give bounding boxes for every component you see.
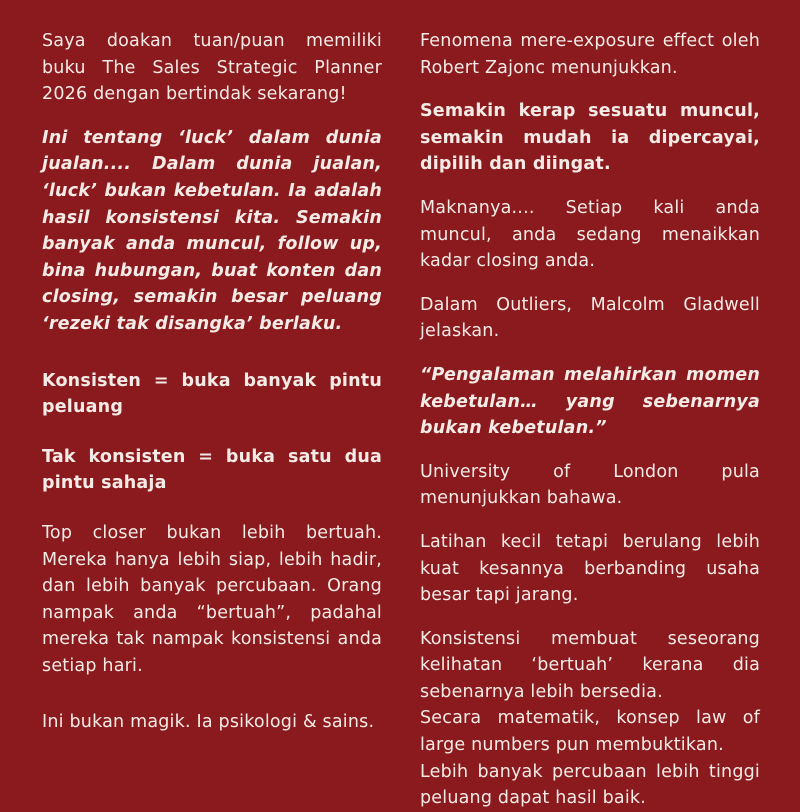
left-paragraph-magik: Ini bukan magik. Ia psikologi & sains. (42, 712, 375, 733)
right-column (420, 28, 760, 809)
spacer-left-4 (42, 696, 382, 709)
left-heading-konsisten: Konsisten = buka banyak pintu peluang (42, 370, 382, 418)
right-paragraph-university-london: University of London pula menunjukkan bahawa. (420, 461, 760, 509)
right-paragraph-semakin-kerap: Semakin kerap sesuatu muncul, semakin mudah ia dipercayai, dipilih dan diingat. (420, 101, 760, 175)
left-paragraph-2-luck: Ini tentang ‘luck’ dalam dunia jualan.... Dalam dunia jualan, ‘luck’ bukan kebetulan. Ia adalah hasil konsistensi kita. Semakin banyak anda muncul, follow up, bina hubungan, buat konten dan closing, semakin besar peluang ‘rezeki tak disangka’ berlaku. (42, 127, 382, 334)
spacer-left-1 (42, 355, 382, 368)
right-paragraph-outliers: Dalam Outliers, Malcolm Gladwell jelaskan. (420, 294, 760, 342)
right-paragraph-konsistensi: Konsistensi membuat seseorang kelihatan ‘bertuah’ kerana dia sebenarnya lebih bersedia. (420, 628, 760, 702)
left-paragraph-1: Saya doakan tuan/puan memiliki buku The Sales Strategic Planner 2026 dengan bertindak sekarang! (42, 31, 382, 105)
right-paragraph-law-of-large-numbers: Secara matematik, konsep law of large numbers pun membuktikan. (420, 708, 760, 756)
left-column (42, 28, 382, 790)
right-paragraph-latihan-kecil: Latihan kecil tetapi berulang lebih kuat kesannya berbanding usaha besar tapi jarang. (420, 531, 760, 606)
left-heading-tak-konsisten: Tak konsisten = buka satu dua pintu sahaja (42, 446, 382, 494)
left-paragraph-top-closer: Top closer bukan lebih bertuah. Mereka hanya lebih siap, lebih hadir, dan lebih banyak percubaan. Orang nampak anda “bertuah”, padahal mereka tak nampak konsistensi anda setiap hari. (42, 522, 382, 676)
right-paragraph-maknanya: Maknanya.... Setiap kali anda muncul, anda sedang menaikkan kadar closing anda. (420, 197, 760, 272)
right-paragraph-mere-exposure: Fenomena mere-exposure effect oleh Robert Zajonc menunjukkan. (420, 31, 760, 78)
right-paragraph-lebih-banyak: Lebih banyak percubaan lebih tinggi peluang dapat hasil baik. (420, 761, 760, 809)
right-quote-gladwell: “Pengalaman melahirkan momen kebetulan… yang sebenarnya bukan kebetulan.” (420, 364, 760, 439)
